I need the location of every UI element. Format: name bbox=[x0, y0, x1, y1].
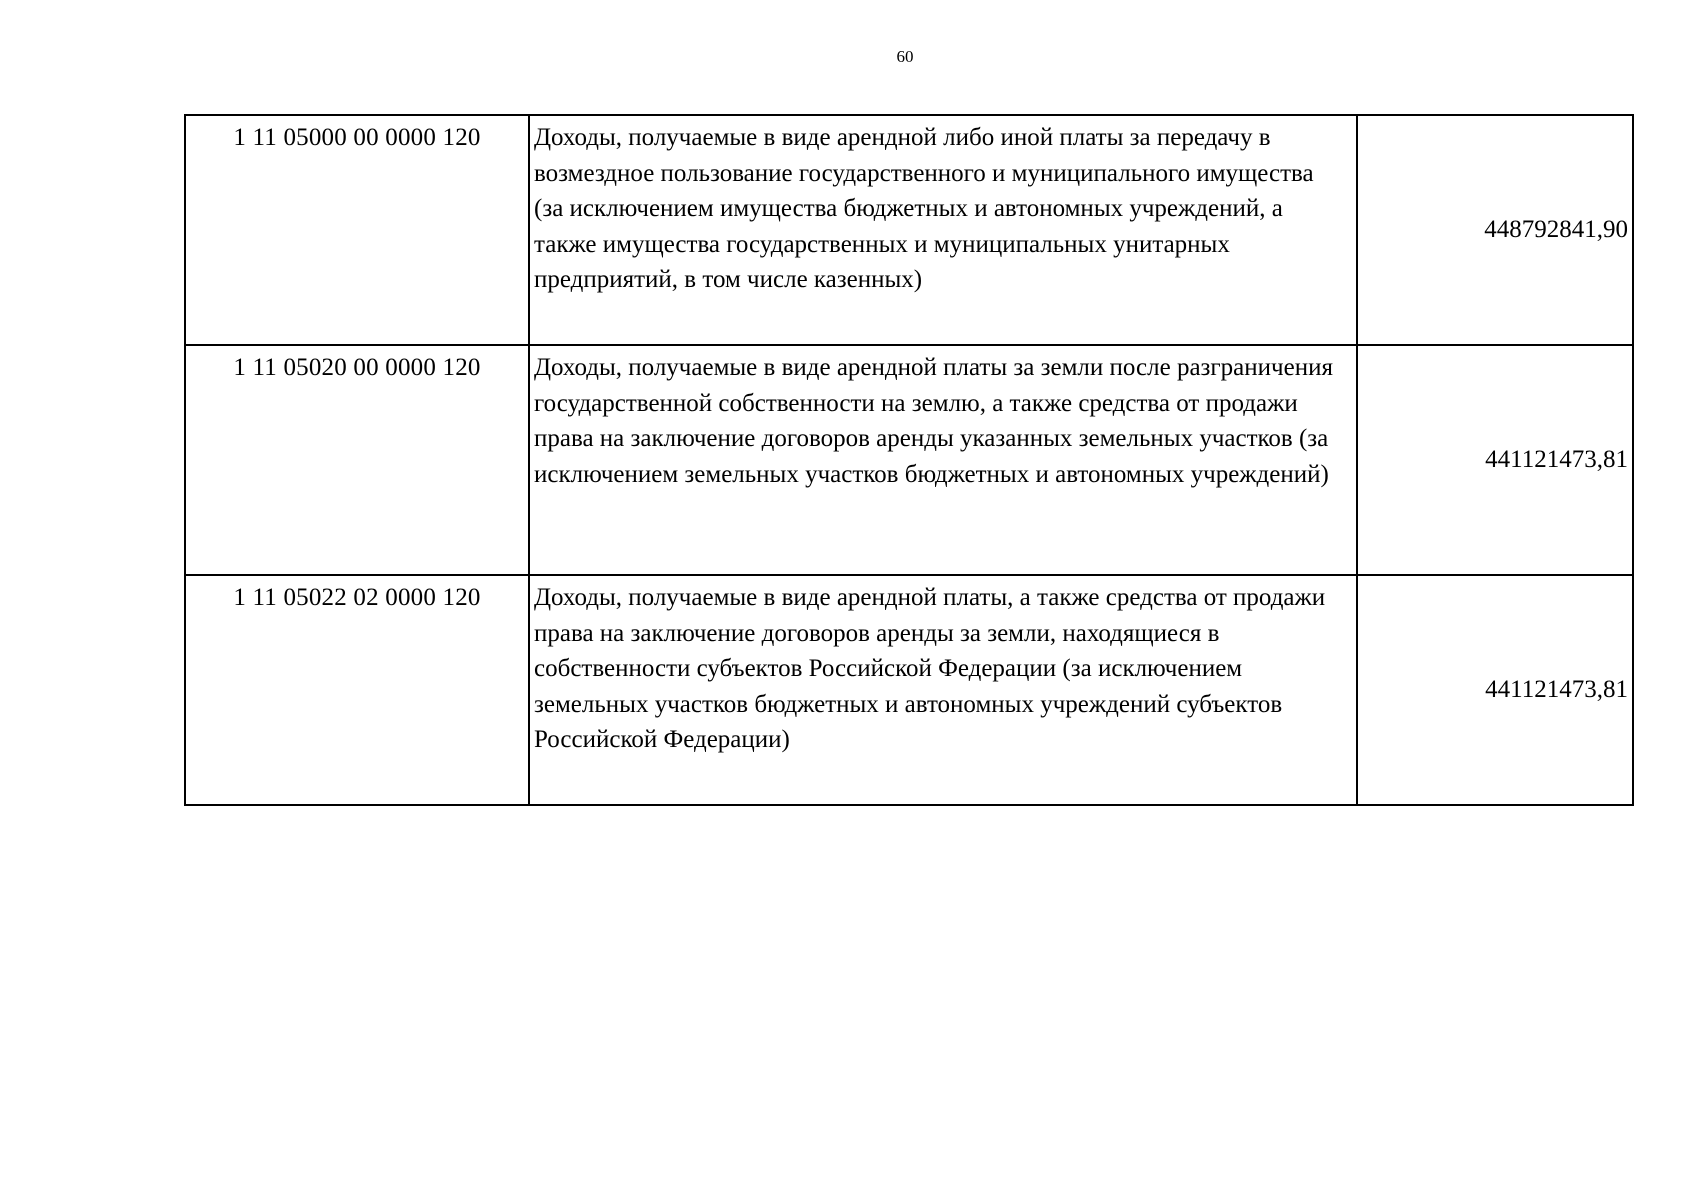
revenue-amount: 448792841,90 bbox=[1357, 115, 1633, 345]
budget-classification-code: 1 11 05020 00 0000 120 bbox=[185, 345, 529, 575]
budget-revenue-table bbox=[184, 114, 1634, 806]
table-row bbox=[185, 115, 1633, 345]
revenue-description: Доходы, получаемые в виде арендной либо иной платы за передачу в возмездное пользование государственного и муниципального имущества (за исключением имущества бюджетных и автономных учреждений, а также имущества государственных и муниципальных унитарных предприятий, в том числе казенных) bbox=[529, 115, 1357, 345]
revenue-amount: 441121473,81 bbox=[1357, 345, 1633, 575]
revenue-description: Доходы, получаемые в виде арендной платы за земли после разграничения государственной собственности на землю, а также средства от продажи права на заключение договоров аренды указанных земельных участков (за исключением земельных участков бюджетных и автономных учреждений) bbox=[529, 345, 1357, 575]
budget-classification-code: 1 11 05000 00 0000 120 bbox=[185, 115, 529, 345]
page-number: 60 bbox=[896, 47, 914, 66]
budget-classification-code: 1 11 05022 02 0000 120 bbox=[185, 575, 529, 805]
table-row bbox=[185, 575, 1633, 805]
revenue-description: Доходы, получаемые в виде арендной платы, а также средства от продажи права на заключение договоров аренды за земли, находящиеся в собственности субъектов Российской Федерации (за исключением земельных участков бюджетных и автономных учреждений субъектов Российской Федерации) bbox=[529, 575, 1357, 805]
revenue-amount: 441121473,81 bbox=[1357, 575, 1633, 805]
table-row bbox=[185, 345, 1633, 575]
